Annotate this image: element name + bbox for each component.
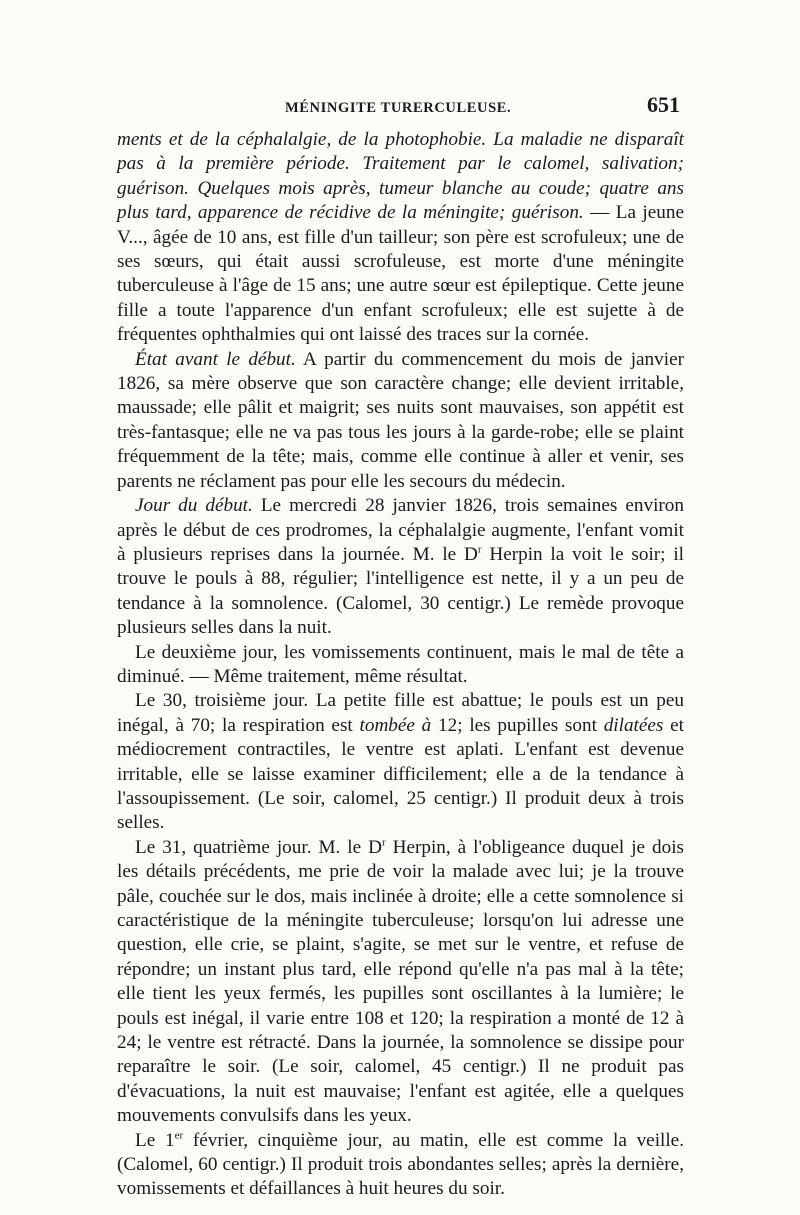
running-head: MÉNINGITE TURERCULEUSE. <box>285 100 512 116</box>
state-before-onset-heading: État avant le début. <box>135 348 296 370</box>
page-header <box>117 92 684 126</box>
day-of-onset-text-a: Le mercredi 28 janvier 1826, trois semaines environ après le début de ces prodromes, la céphalalgie augmente, l'enfant vomit à plusieurs reprises dans la journée. M. le D <box>117 495 684 565</box>
case-history-text: — La jeune V..., âgée de 10 ans, est fille d'un tailleur; son père est scrofuleux; une de ses sœurs, qui était aussi scrofuleuse, est morte d'une méningite tuberculeuse à l'âge de 15 ans; une autre sœur est épileptique. Cette jeune fille a toute l'apparence d'un enfant scrofuleux; elle est sujette à de fréquentes ophthalmies qui ont laissé des traces sur la cornée. <box>117 202 684 346</box>
fifth-day-text-a: Le 1 <box>135 1129 175 1151</box>
doctor-abbrev-sup: r <box>381 836 386 849</box>
paragraph-second-day <box>117 641 684 690</box>
second-day-text: Le deuxième jour, les vomissements continuent, mais le mal de tête a diminué. — Même traitement, même résultat. <box>117 641 684 687</box>
third-day-text-a: Le 30, troisième jour. La petite fille est abattue; le pouls est un peu inégal, à 70; la respiration est <box>117 690 684 736</box>
third-day-text-c: et médiocrement contractiles, le ventre est aplati. L'enfant est devenue irritable, elle se laisse examiner difficilement; elle a de la tendance à l'assoupissement. (Le soir, calomel, 25 centigr.) Il produit deux à trois selles. <box>117 714 684 834</box>
fourth-day-text-a: Le 31, quatrième jour. M. le D <box>135 836 382 858</box>
paragraph-case-summary <box>117 128 684 348</box>
paragraph-state-before-onset <box>117 348 684 494</box>
ordinal-sup: er <box>174 1129 184 1142</box>
page-number: 651 <box>647 92 680 117</box>
fourth-day-text-b: Herpin, à l'obligeance duquel je dois les détails précédents, me prie de voir la malade avec lui; je la trouve pâle, couchée sur le dos, mais inclinée à droite; elle a cette somnolence si caractéristique de la méningite tuberculeuse; lorsqu'on lui adresse une question, elle crie, se plaint, s'agite, se met sur le ventre, et refuse de répondre; un instant plus tard, elle répond qu'elle n'a pas mal à la tête; elle tient les yeux fermés, les pupilles sont oscillantes à la lumière; le pouls est inégal, il varie entre 108 et 120; la respiration a monté de 12 à 24; le ventre est rétracté. Dans la journée, la somnolence se dissipe pour reparaître le soir. (Le soir, calomel, 45 centigr.) Il ne produit pas d'évacuations, la nuit est mauvaise; l'enfant est agitée, elle a quelques mouvements convulsifs dans les yeux. <box>117 836 684 1127</box>
case-summary-italic: ments et de la céphalalgie, de la photophobie. La maladie ne disparaît pas à la première période. Traitement par le calomel, salivation; guérison. Quelques mois après, tumeur blanche au coude; quatre ans plus tard, apparence de récidive de la méningite; guérison. <box>117 129 684 224</box>
third-day-italic-a: tombée à <box>359 714 432 736</box>
paragraph-third-day <box>117 689 684 835</box>
paragraph-day-of-onset <box>117 494 684 640</box>
state-before-onset-text: A partir du commencement du mois de janvier 1826, sa mère observe que son caractère change; elle devient irritable, maussade; elle pâlit et maigrit; ses nuits sont mauvaises, son appétit est très-fantasque; elle ne va pas tous les jours à la garde-robe; elle se plaint fréquemment de la tête; mais, comme elle continue à aller et venir, ses parents ne réclament pas pour elle les secours du médecin. <box>117 348 684 492</box>
fifth-day-text-b: février, cinquième jour, au matin, elle est comme la veille. (Calomel, 60 centigr.) Il produit trois abondantes selles; après la dernière, vomissements et défaillances à huit heures du soir. <box>117 1129 684 1200</box>
body-text <box>117 128 684 1202</box>
doctor-abbrev-sup: r <box>477 543 482 556</box>
day-of-onset-heading: Jour du début. <box>135 495 253 517</box>
book-page <box>117 92 684 1202</box>
paragraph-fourth-day <box>117 836 684 1129</box>
paragraph-fifth-day <box>117 1129 684 1202</box>
day-of-onset-text-b: Herpin la voit le soir; il trouve le pouls à 88, régulier; l'intelligence est nette, il y a un peu de tendance à la somnolence. (Calomel, 30 centigr.) Le remède provoque plusieurs selles dans la nuit. <box>117 543 684 639</box>
third-day-italic-b: dilatées <box>603 714 664 736</box>
third-day-text-b: 12; les pupilles sont <box>431 714 604 736</box>
